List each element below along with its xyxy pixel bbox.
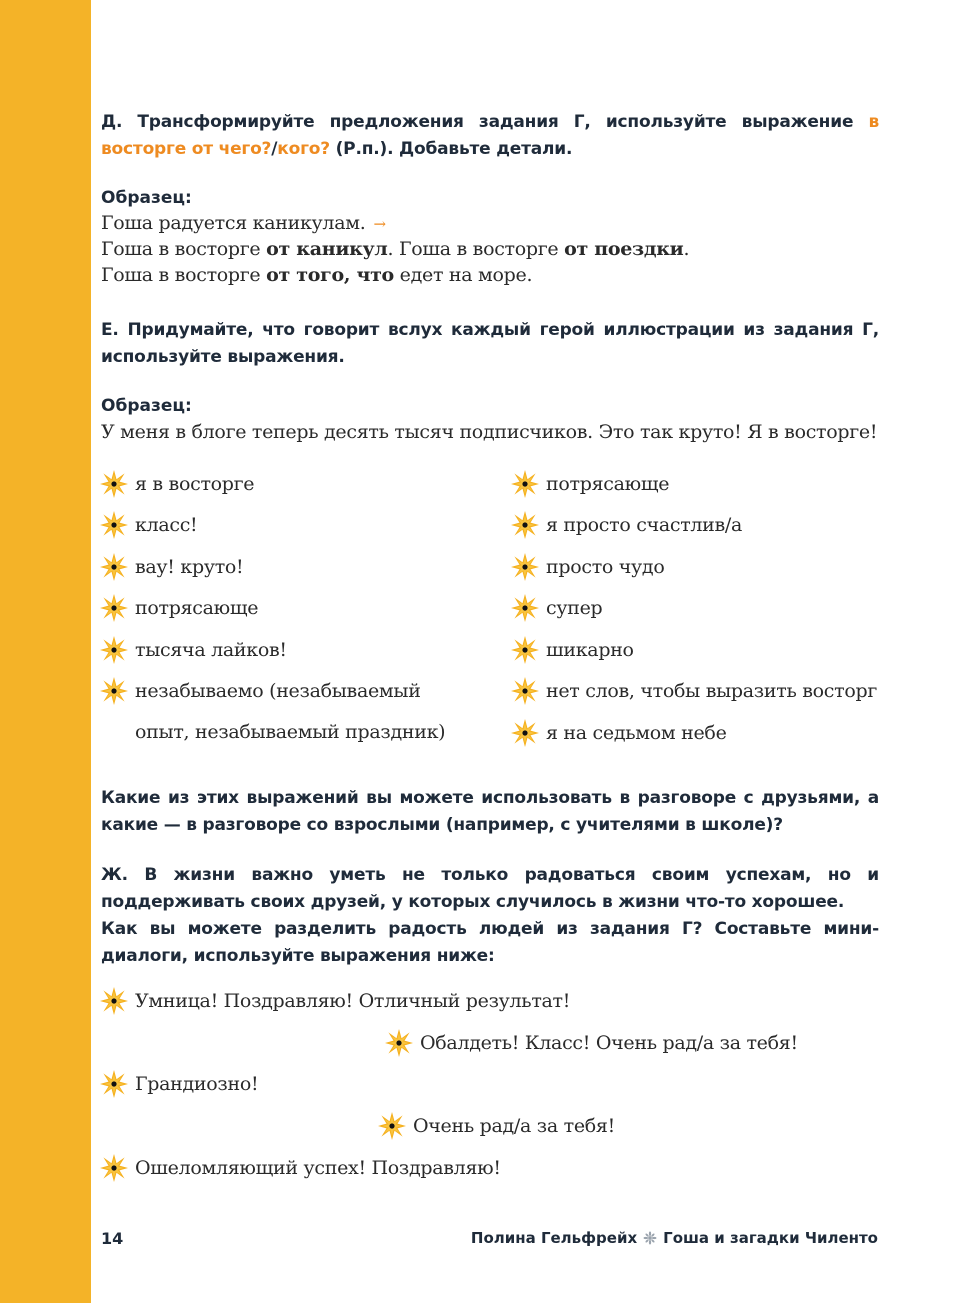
expression-item bbox=[99, 635, 287, 665]
dialog-phrase-text: Ошеломляющий успех! Поздравляю! bbox=[135, 1157, 501, 1179]
footer-author: Полина Гельфрейх bbox=[470, 1229, 638, 1247]
expression-label: я просто счастлив/а bbox=[546, 514, 743, 536]
expression-label: класс! bbox=[135, 514, 198, 536]
dialog-phrase-text: Грандиозно! bbox=[135, 1073, 259, 1095]
sample-d-line-2-bold-1: от каникул bbox=[266, 238, 388, 260]
star-bullet-icon bbox=[99, 1069, 129, 1099]
expression-item bbox=[99, 469, 254, 499]
star-bullet-icon bbox=[510, 552, 540, 582]
expression-item bbox=[510, 510, 742, 540]
sample-e-label: Образец: bbox=[101, 396, 192, 416]
star-bullet-icon bbox=[377, 1111, 407, 1141]
expression-item bbox=[510, 635, 634, 665]
dialog-phrase bbox=[99, 1069, 258, 1099]
dialog-phrase bbox=[384, 1028, 798, 1058]
task-zh-text-1: Ж. В жизни важно уметь не только радоваться своим успехам, но и поддерживать своих друзей, у которых случилось в жизни что-то хорошее. bbox=[101, 865, 879, 912]
sample-d-line-1-text: Гоша радуется каникулам. bbox=[101, 212, 366, 234]
expression-continuation: опыт, незабываемый праздник) bbox=[135, 721, 446, 743]
star-bullet-icon bbox=[99, 676, 129, 706]
sample-d-line-3-bold: от того, что bbox=[266, 264, 394, 286]
expression-item bbox=[510, 552, 664, 582]
dialog-phrase-text: Обалдеть! Класс! Очень рад/а за тебя! bbox=[420, 1032, 798, 1054]
expression-label: просто чудо bbox=[546, 556, 665, 578]
page-margin-stripe bbox=[0, 0, 91, 1303]
expression-label: потрясающе bbox=[135, 597, 259, 619]
sample-d-line-2-bold-2: от поездки bbox=[564, 238, 684, 260]
sample-d-line-1 bbox=[101, 212, 386, 234]
footer-book-title: Гоша и загадки Чиленто bbox=[663, 1229, 878, 1247]
star-bullet-icon bbox=[99, 986, 129, 1016]
expression-label: вау! круто! bbox=[135, 556, 244, 578]
star-bullet-icon bbox=[384, 1028, 414, 1058]
dialog-phrase bbox=[99, 986, 570, 1016]
star-bullet-icon bbox=[99, 1153, 129, 1183]
sample-d-line-3-c: едет на море. bbox=[393, 264, 533, 286]
sample-d-label: Образец: bbox=[101, 188, 192, 208]
expression-label: я на седьмом небе bbox=[546, 722, 727, 744]
running-footer bbox=[471, 1229, 878, 1247]
expression-label: нет слов, чтобы выразить восторг bbox=[546, 680, 877, 702]
expression-label: супер bbox=[546, 597, 603, 619]
sample-d-line-2-c: . Гоша в восторге bbox=[387, 238, 565, 260]
star-bullet-icon bbox=[99, 552, 129, 582]
task-d-instruction bbox=[101, 109, 879, 163]
star-bullet-icon bbox=[99, 593, 129, 623]
expression-item bbox=[99, 552, 243, 582]
sample-d-line-3-a: Гоша в восторге bbox=[101, 264, 267, 286]
sample-d-line-2-e: . bbox=[683, 238, 690, 260]
task-d-suffix: (Р.п.). Добавьте детали. bbox=[329, 139, 573, 159]
task-zh-text-2: Как вы можете разделить радость людей из задания Г? Составьте мини-диалоги, используйте выражения ниже: bbox=[101, 919, 879, 966]
expression-item bbox=[510, 718, 727, 748]
star-bullet-icon bbox=[99, 510, 129, 540]
page-number: 14 bbox=[101, 1229, 124, 1248]
star-bullet-icon bbox=[510, 510, 540, 540]
star-bullet-icon bbox=[510, 676, 540, 706]
expression-label: незабываемо (незабываемый bbox=[135, 680, 421, 702]
task-d-slash: / bbox=[271, 139, 278, 159]
task-d-highlight-expression: в восторге от чего? bbox=[101, 112, 879, 159]
dialog-phrase-text: Очень рад/а за тебя! bbox=[413, 1115, 615, 1137]
expression-item bbox=[510, 676, 877, 706]
expression-item bbox=[99, 676, 421, 706]
expression-item bbox=[99, 510, 197, 540]
flower-separator-icon bbox=[643, 1231, 657, 1245]
sample-d-line-3 bbox=[101, 264, 532, 286]
expression-label: я в восторге bbox=[135, 473, 255, 495]
expression-label: потрясающе bbox=[546, 473, 670, 495]
task-zh-instruction bbox=[101, 862, 879, 970]
expression-item bbox=[510, 469, 669, 499]
task-d-text: Д. Трансформируйте предложения задания Г, используйте выражение bbox=[101, 112, 869, 132]
expression-label: шикарно bbox=[546, 639, 634, 661]
arrow-right-icon: → bbox=[373, 215, 386, 233]
sample-d-line-2-a: Гоша в восторге bbox=[101, 238, 267, 260]
dialog-phrase bbox=[377, 1111, 615, 1141]
expression-item bbox=[99, 593, 258, 623]
star-bullet-icon bbox=[510, 469, 540, 499]
star-bullet-icon bbox=[510, 593, 540, 623]
dialog-phrase bbox=[99, 1153, 501, 1183]
star-bullet-icon bbox=[510, 718, 540, 748]
star-bullet-icon bbox=[99, 469, 129, 499]
dialog-phrase-text: Умница! Поздравляю! Отличный результат! bbox=[135, 990, 571, 1012]
star-bullet-icon bbox=[510, 635, 540, 665]
expression-label: тысяча лайков! bbox=[135, 639, 287, 661]
sample-e-line: У меня в блоге теперь десять тысяч подписчиков. Это так круто! Я в восторге! bbox=[101, 421, 878, 443]
star-bullet-icon bbox=[99, 635, 129, 665]
task-d-highlight-question: кого? bbox=[277, 139, 330, 159]
sample-d-line-2 bbox=[101, 238, 689, 260]
task-e-instruction: Е. Придумайте, что говорит вслух каждый герой иллюстрации из задания Г, используйте выражения. bbox=[101, 320, 879, 367]
discussion-question: Какие из этих выражений вы можете использовать в разговоре с друзьями, а какие — в разговоре со взрослыми (например, с учителями в школе)? bbox=[101, 788, 879, 835]
expression-item bbox=[510, 593, 602, 623]
